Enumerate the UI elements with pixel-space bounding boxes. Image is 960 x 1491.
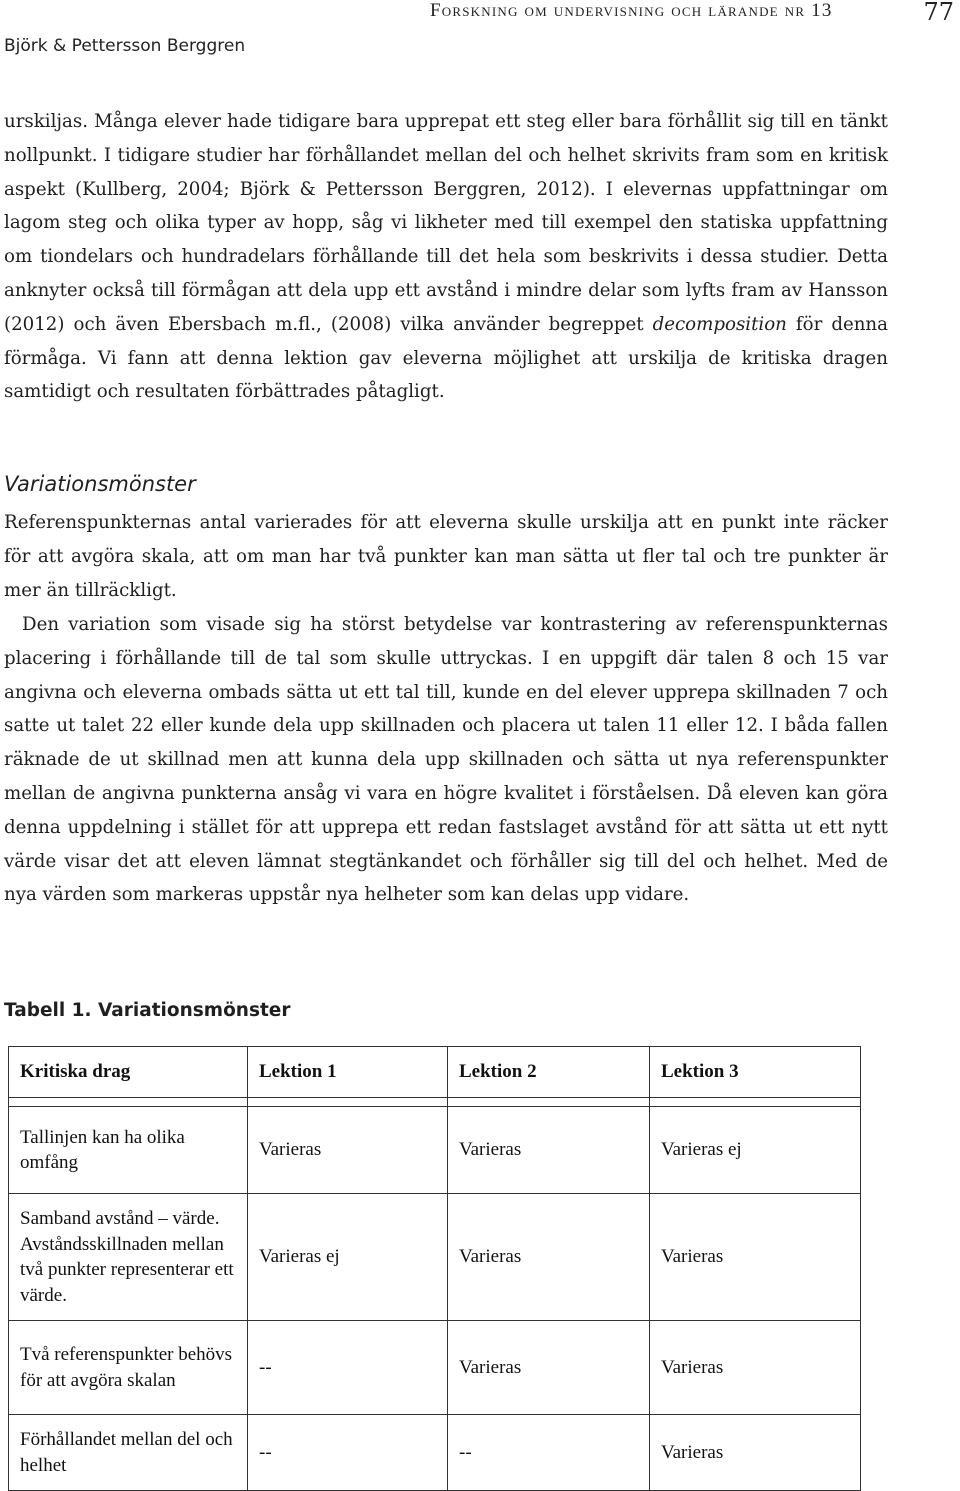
table-cell: Varieras ej (650, 1107, 861, 1194)
paragraph-text: för denna förmåga. Vi fann att denna lektion gav eleverna möjlighet att urskilja de kritiska dragen samtidigt och resultaten förbättrades påtagligt. (4, 313, 888, 403)
body-paragraph-2: Referenspunkternas antal varierades för att eleverna skulle urskilja att en punkt inte räcker för att avgöra skala, att om man har två punkter kan man sätta ut fler tal och tre punkter är mer än tillräckligt. (4, 512, 888, 601)
table-cell: Tallinjen kan ha olika omfång (9, 1107, 248, 1194)
table-row (9, 1415, 861, 1491)
table-cell: -- (248, 1415, 448, 1491)
table-cell: Varieras (448, 1321, 650, 1415)
column-header: Lektion 2 (448, 1047, 650, 1098)
column-header: Lektion 1 (248, 1047, 448, 1098)
body-paragraph-3: Den variation som visade sig ha störst betydelse var kontrastering av referenspunkternas placering i förhållande till de tal som skulle uttryckas. I en uppgift där talen 8 och 15 var angivna och eleverna ombads sätta ut ett tal till, kunde en del elever upprepa skillnaden 7 och satte ut talet 22 eller kunde dela upp skillnaden och placera ut talen 11 eller 12. I båda fallen räknade de ut skillnad men att kunna dela upp skillnaden och sätta ut nya referenspunkter mellan de angivna punkterna ansåg vi vara en högre kvalitet i förståelsen. Då eleven kan göra denna uppdelning i stället för att upprepa ett redan fastslaget avstånd för att sätta ut ett nytt värde visar det att eleven lämnat stegtänkandet och förhåller sig till del och helhet. Med de nya värden som markeras uppstår nya helheter som kan delas upp vidare. (4, 614, 888, 906)
table-cell: Varieras (448, 1107, 650, 1194)
emphasized-term: decomposition (652, 313, 787, 335)
author-running-head: Björk & Pettersson Berggren (4, 36, 246, 56)
column-header: Kritiska drag (9, 1047, 248, 1098)
table-row (9, 1321, 861, 1415)
table-cell: Förhållandet mellan del och helhet (9, 1415, 248, 1491)
page-number: 77 (923, 0, 954, 26)
table-cell: -- (448, 1415, 650, 1491)
table-caption: Tabell 1. Variationsmönster (4, 1000, 291, 1021)
table-cell: Varieras ej (248, 1194, 448, 1321)
table-row (9, 1194, 861, 1321)
table-cell: -- (248, 1321, 448, 1415)
table-cell: Varieras (650, 1194, 861, 1321)
variation-pattern-table (8, 1046, 861, 1491)
journal-running-head: Forskning om undervisning och lärande nr 13 (430, 0, 833, 21)
body-paragraph-1 (4, 105, 888, 409)
table-cell: Varieras (448, 1194, 650, 1321)
section-heading: Variationsmönster (4, 472, 196, 496)
table-cell: Varieras (248, 1107, 448, 1194)
paragraph-text: urskiljas. Många elever hade tidigare bara upprepat ett steg eller bara förhållit sig till en tänkt nollpunkt. I tidigare studier har förhållandet mellan del och helhet skrivits fram som en kritisk aspekt (Kullberg, 2004; Björk & Pettersson Berggren, 2012). I elevernas uppfattningar om lagom steg och olika typer av hopp, såg vi likheter med till exempel den statiska uppfattning om tiondelars och hundradelars förhållande till det hela som beskrivits i dessa studier. Detta anknyter också till förmågan att dela upp ett avstånd i mindre delar som lyfts fram av Hansson (2012) och även Ebersbach m.fl., (2008) vilka använder begreppet (4, 111, 888, 335)
table-cell: Två referenspunkter behövs för att avgöra skalan (9, 1321, 248, 1415)
table-row (9, 1107, 861, 1194)
table-cell: Samband avstånd – värde. Avståndsskillnaden mellan två punkter representerar ett värde. (9, 1194, 248, 1321)
column-header: Lektion 3 (650, 1047, 861, 1098)
table-header-row (9, 1047, 861, 1098)
table-cell: Varieras (650, 1415, 861, 1491)
table-cell: Varieras (650, 1321, 861, 1415)
table-spacer-row (9, 1098, 861, 1107)
